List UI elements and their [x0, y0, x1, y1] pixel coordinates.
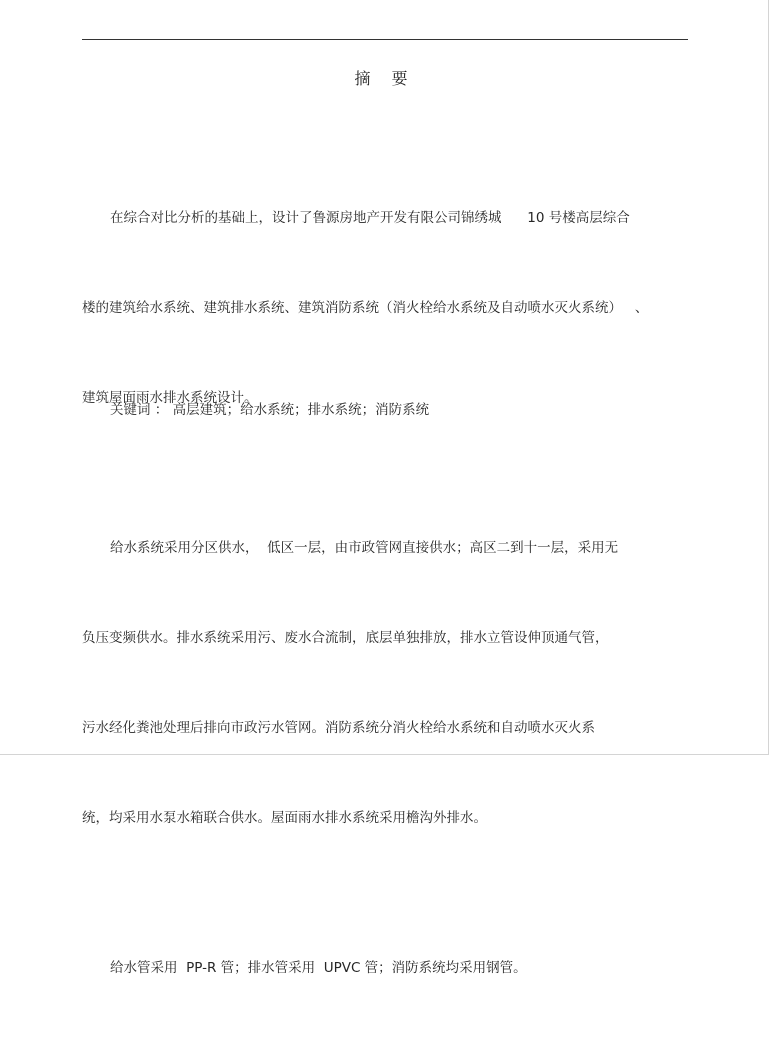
abstract-paragraph-2	[82, 473, 692, 893]
text-line: 在综合对比分析的基础上，设计了鲁源房地产开发有限公司锦绣城 10 号楼高层综合	[110, 210, 630, 226]
text-line: 污水经化粪池处理后排向市政污水管网。消防系统分消火栓给水系统和自动喷水灭火系	[82, 720, 595, 736]
abstract-paragraph-3	[82, 893, 692, 1043]
keywords-label: 关键词 ：	[110, 402, 169, 418]
text-line: 楼的建筑给水系统、建筑排水系统、建筑消防系统（消火栓给水系统及自动喷水灭火系统） 、	[82, 300, 649, 316]
text-line: 给水管采用 PP-R 管；排水管采用 UPVC 管；消防系统均采用钢管。	[110, 960, 527, 976]
text-line: 统，均采用水泵水箱联合供水。屋面雨水排水系统采用檐沟外排水。	[82, 810, 487, 826]
abstract-paragraph-1	[82, 143, 692, 473]
header-rule	[82, 39, 688, 40]
abstract-body	[82, 143, 692, 1043]
text-line: 给水系统采用分区供水， 低区一层，由市政管网直接供水；高区二到十一层，采用无	[110, 540, 619, 556]
keywords-line	[110, 398, 429, 422]
abstract-title: 摘 要	[354, 69, 416, 88]
text-line: 负压变频供水。排水系统采用污、废水合流制，底层单独排放，排水立管设伸顶通气管，	[82, 630, 609, 646]
keywords-text: 高层建筑；给水系统；排水系统；消防系统	[168, 402, 430, 418]
text-line: 建筑屋面雨水排水系统设计。	[82, 390, 258, 406]
